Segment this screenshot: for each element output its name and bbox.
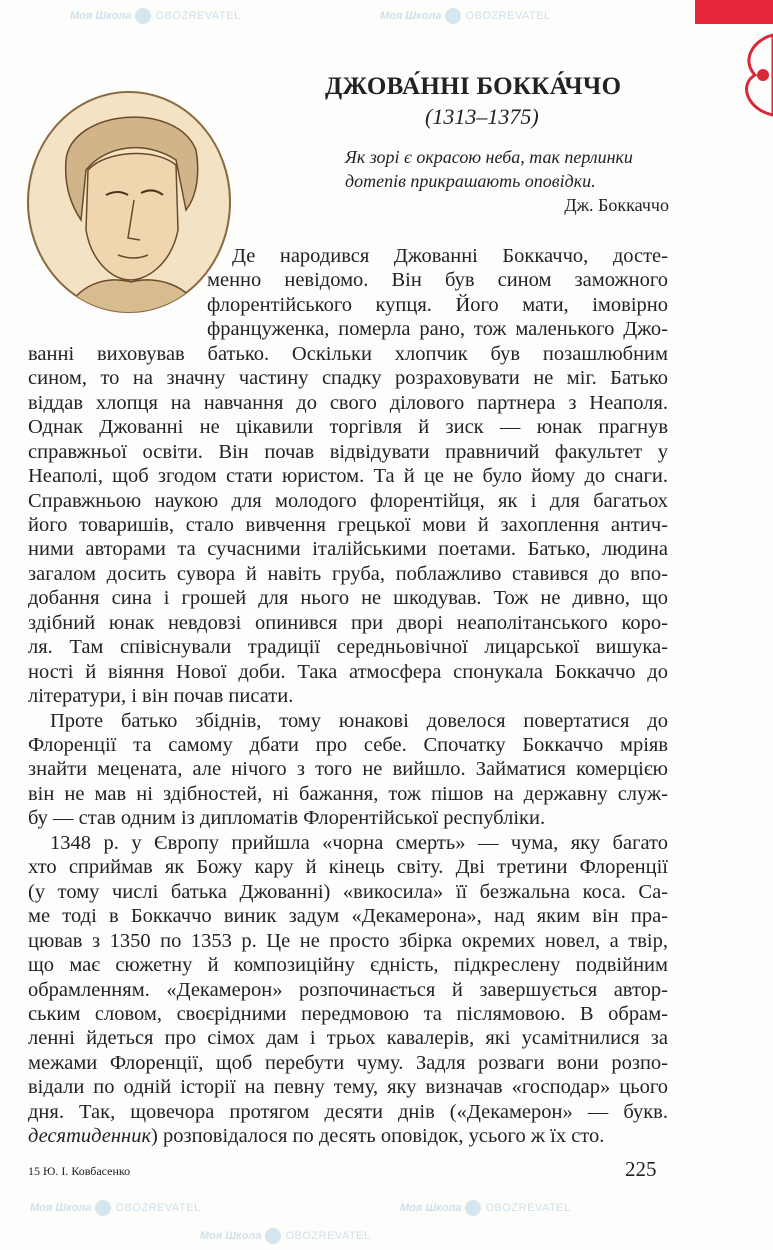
page-number: 225 bbox=[625, 1157, 657, 1181]
life-years: (1313–1375) bbox=[425, 104, 539, 129]
text-line: хто сприймав як Божу кару й кінець світу. Дві третини Флоренції bbox=[28, 856, 668, 879]
text-line: відали по одній історії на певну тему, яку визначав «господар» цього bbox=[28, 1076, 668, 1099]
corner-decoration bbox=[695, 0, 773, 24]
page-title: ДЖОВА́ННІ БОККА́ЧЧО bbox=[325, 73, 622, 100]
watermark-school: Моя Школа bbox=[30, 1202, 92, 1214]
text-line: знайти мецената, але нічого з того не вийшло. Займатися комерцією bbox=[28, 758, 668, 781]
watermark-brand: OBOZREVATEL bbox=[115, 1202, 201, 1214]
text-line: сином, то на значну частину спадку розраховувати не міг. Батько bbox=[28, 367, 668, 390]
text-line: Де народився Джованні Боккаччо, досте- bbox=[232, 245, 668, 267]
watermark-school: Моя Школа bbox=[380, 10, 442, 22]
epigraph-line-1: Як зорі є окрасою неба, так перлинки bbox=[345, 147, 633, 167]
footer-signature: 15 Ю. І. Ковбасенко bbox=[28, 1164, 131, 1178]
text-line: 1348 р. у Європу прийшла «чорна смерть» — чума, яку багато bbox=[50, 831, 668, 854]
watermark bbox=[380, 8, 551, 24]
text-line: літератури, і він почав писати. bbox=[28, 685, 294, 708]
text-line: ними авторами та сучасними італійськими поетами. Батько, людина bbox=[28, 538, 668, 561]
watermark bbox=[200, 1228, 371, 1244]
text-line: француженка, померла рано, тож маленького Джо- bbox=[207, 318, 668, 341]
italic-term: десятиденник bbox=[28, 1125, 152, 1148]
text-line: ме тоді в Боккаччо виник задум «Декамерона», над яким він пра- bbox=[28, 905, 668, 928]
text-line: добання сина і грошей для нього не шкодував. Тож не дивно, що bbox=[28, 587, 668, 610]
boccaccio-portrait bbox=[26, 90, 232, 314]
watermark-brand: OBOZREVATEL bbox=[155, 10, 241, 22]
watermark-logo-icon bbox=[445, 8, 461, 24]
text-line: загалом досить сувора й навіть груба, поблажливо ставився до впо- bbox=[28, 562, 668, 585]
watermark-school: Моя Школа bbox=[70, 10, 132, 22]
text-line: ленні йдеться про сімох дам і трьох кавалерів, які усамітнилися за bbox=[28, 1027, 668, 1050]
text-line: флорентійського купця. Його мати, імовірно bbox=[207, 293, 668, 316]
text-line: ності й віяння Нової доби. Така атмосфера спонукала Боккаччо до bbox=[28, 660, 668, 683]
text-line: менно невідомо. Він був сином заможного bbox=[207, 269, 668, 292]
text-line: ванні виховував батько. Оскільки хлопчик був позашлюбним bbox=[28, 342, 668, 365]
text-line: він не мав ні здібностей, ні бажання, тож пішов на державну служ- bbox=[28, 782, 668, 805]
text-line: справжньої освіти. Він почав відвідувати правничий факультет у bbox=[28, 440, 668, 463]
watermark bbox=[70, 8, 241, 24]
watermark bbox=[400, 1200, 571, 1216]
text-line: здібний юнак невдовзі опинився при дворі неаполітанського коро- bbox=[28, 611, 668, 634]
text-line: Проте батько збіднів, тому юнакові довелося повертатися до bbox=[50, 709, 668, 732]
text-line: його товаришів, стало вивчення грецької мови й захоплення антич- bbox=[28, 513, 668, 536]
watermark-logo-icon bbox=[95, 1200, 111, 1216]
watermark-logo-icon bbox=[135, 8, 151, 24]
text-line: Неаполі, щоб згодом стати юристом. Та й це не було йому до снаги. bbox=[28, 465, 668, 488]
epigraph-line-2: дотепів прикрашають оповідки. bbox=[345, 171, 596, 191]
text-line: бу — став одним із дипломатів Флорентійської республіки. bbox=[28, 807, 546, 830]
watermark-school: Моя Школа bbox=[200, 1230, 262, 1242]
text-line: межами Флоренції, щоб перебути чуму. Задля розваги вони розпо- bbox=[28, 1051, 668, 1074]
text-line: віддав хлопця на навчання до свого ділового партнера з Неаполя. bbox=[28, 391, 668, 414]
watermark-school: Моя Школа bbox=[400, 1202, 462, 1214]
watermark bbox=[30, 1200, 201, 1216]
watermark-brand: OBOZREVATEL bbox=[465, 10, 551, 22]
text-line: ля. Там співіснували традиції середньовічної лицарської вишука- bbox=[28, 636, 668, 659]
epigraph-author: Дж. Боккаччо bbox=[564, 195, 669, 215]
watermark-brand: OBOZREVATEL bbox=[485, 1202, 571, 1214]
text-line: цював з 1350 по 1353 р. Це не просто збірка окремих новел, а твір, bbox=[28, 929, 668, 952]
watermark-brand: OBOZREVATEL bbox=[285, 1230, 371, 1242]
watermark-logo-icon bbox=[465, 1200, 481, 1216]
text-line: що має сюжетну й композиційну єдність, підкреслену подвійним bbox=[28, 954, 668, 977]
text-line: (у тому числі батька Джованні) «викосила» її безжальна коса. Са- bbox=[28, 880, 668, 903]
text-line: обрамленням. «Декамерон» розпочинається й завершується автор- bbox=[28, 978, 668, 1001]
text-line: Справжньою наукою для молодого флорентійця, як і для багатьох bbox=[28, 489, 668, 512]
watermark-logo-icon bbox=[265, 1228, 281, 1244]
flower-decoration bbox=[733, 30, 773, 120]
text-line: ським словом, своєрідними передмовою та післямовою. В обрам- bbox=[28, 1002, 668, 1025]
text-line: дня. Так, щовечора протягом десяти днів («Декамерон» — букв. bbox=[28, 1100, 668, 1123]
text-line: десятиденник) розповідалося по десять оповідок, усього ж їх сто. bbox=[28, 1125, 605, 1148]
text-line: Однак Джованні не цікавили торгівля й зиск — юнак прагнув bbox=[28, 416, 668, 439]
text-line: Флоренції та самому дбати про себе. Спочатку Боккаччо мріяв bbox=[28, 734, 668, 756]
